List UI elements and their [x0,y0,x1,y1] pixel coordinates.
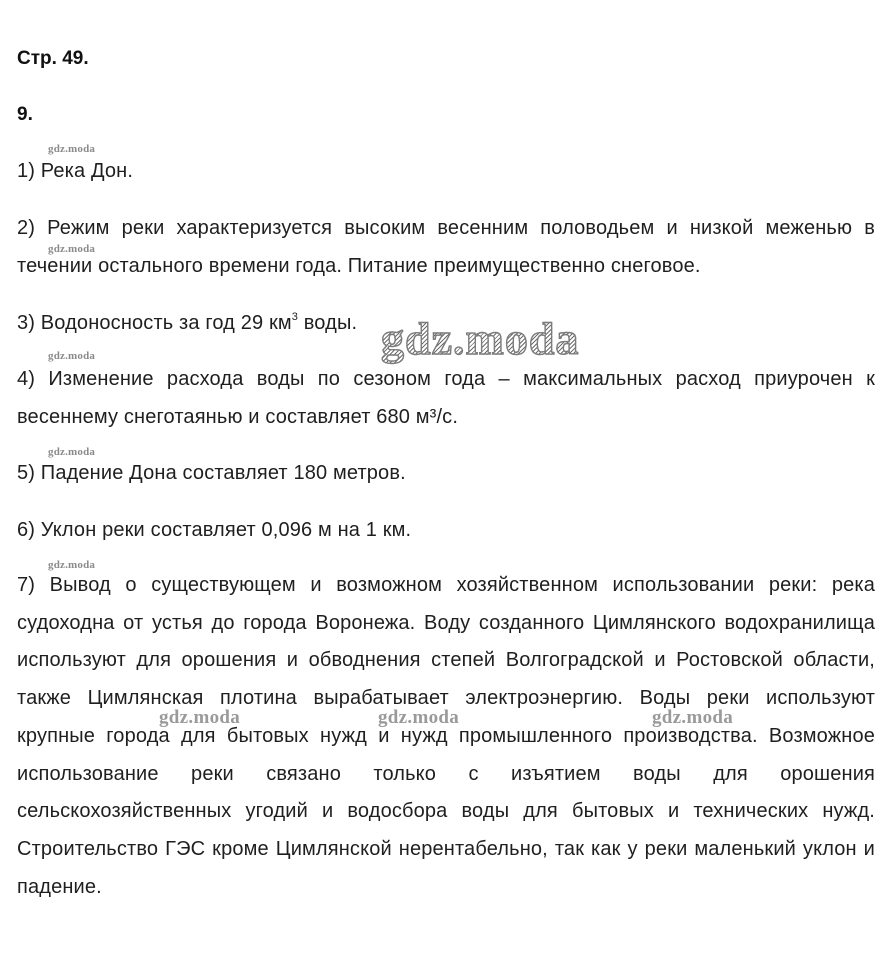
answer-3-superscript: 3 [291,311,299,323]
watermark: gdz.moda [159,707,241,728]
watermark-logo: gdz.moda [381,313,580,364]
watermark: gdz.moda [378,707,460,728]
watermark: gdz.moda [48,243,96,255]
answer-7: 7) Вывод о существующем и возможном хозяйственном использовании реки: река судоходна от устья до города Воронежа. Воду созданного Цимлянского водохранилища используют для орошения и обводнения степей Волгоградской и Ростовской области, также Цимлянская плотина вырабатывает электроэнергию. Воды реки используют крупные города для бытовых нужд и нужд промышленного производства. Возможное использование реки связано только с изъятием воды для орошения сельскохозяйственных угодий и водосбора воды для бытовых и технических нужд. Строительство ГЭС кроме Цимлянской нерентабельно, так как у реки маленький уклон и падение. [17,574,875,898]
answer-1: 1) Река Дон. [17,160,134,182]
answer-3-end: воды. [298,312,358,334]
answer-6: 6) Уклон реки составляет 0,096 м на 1 км. [17,519,412,541]
watermark: gdz.moda [48,446,96,458]
watermark: gdz.moda [652,707,734,728]
answer-3-text: 3) Водоносность за год 29 км [17,312,292,334]
answer-4: 4) Изменение расхода воды по сезоном года – максимальных расход приурочен к весеннему снеготаянью и составляет 680 м³/с. [17,368,875,428]
watermark: gdz.moda [48,350,96,362]
answer-5: 5) Падение Дона составляет 180 метров. [17,462,406,484]
answer-2: 2) Режим реки характеризуется высоким весенним половодьем и низкой меженью в течении остального времени года. Питание преимущественно снеговое. [17,217,875,277]
page-reference: Стр. 49. [17,48,89,69]
watermark: gdz.moda [48,559,96,571]
task-number: 9. [17,104,33,125]
watermark: gdz.moda [48,143,96,155]
